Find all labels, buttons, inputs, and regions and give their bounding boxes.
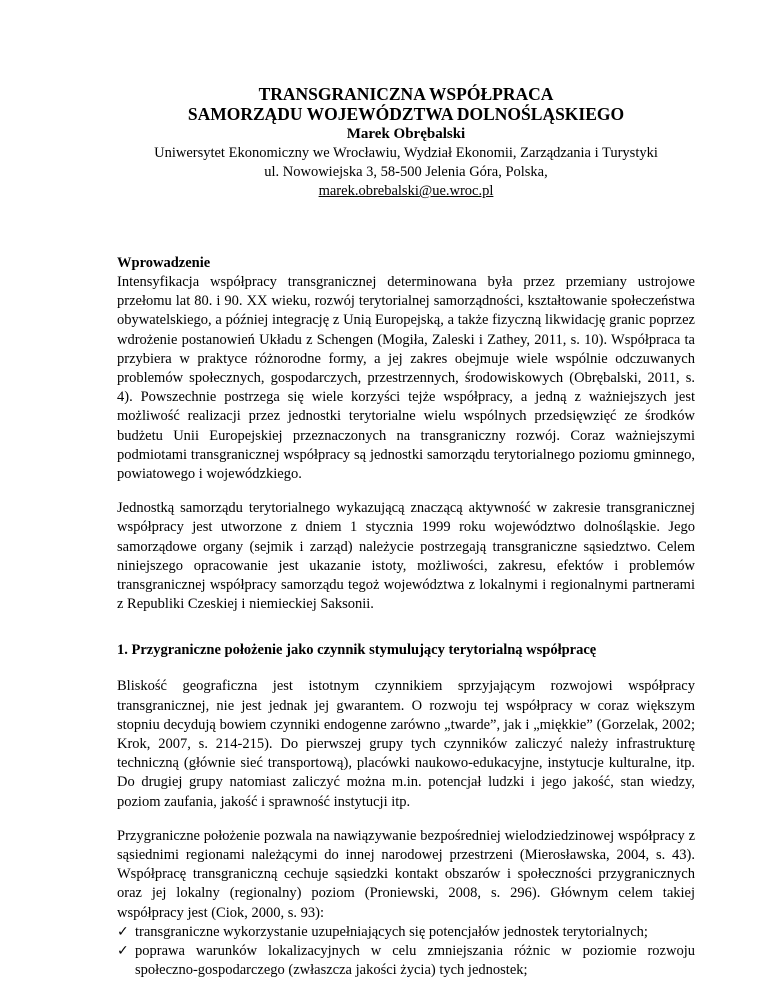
check-mark-icon: ✓: [117, 923, 129, 940]
list-item-text: transgraniczne wykorzystanie uzupełniających się potencjałów jednostek terytorialnych;: [135, 923, 648, 940]
email-line: [117, 182, 695, 201]
document-page: [117, 84, 695, 981]
paper-title-line-2: SAMORZĄDU WOJEWÓDZTWA DOLNOŚLĄSKIEGO: [187, 104, 625, 124]
check-mark-icon: ✓: [117, 943, 129, 960]
goals-list: [117, 923, 695, 981]
list-item-text: poprawa warunków lokalizacyjnych w celu zmniejszania różnic w poziomie rozwoju społeczno-gospodarczego (zwłaszcza jakości życia) tych jednostek;: [135, 943, 695, 979]
affiliation: Uniwersytet Ekonomiczny we Wrocławiu, Wydział Ekonomii, Zarządzania i Turystyki: [154, 145, 658, 161]
email-link[interactable]: marek.obrebalski@ue.wroc.pl: [318, 183, 494, 199]
list-item: [117, 942, 695, 980]
section-1-paragraph-2: Przygraniczne położenie pozwala na nawiązywanie bezpośredniej wielodziedzinowej współpracy z sąsiednimi regionami należącymi do innej narodowej przestrzeni (Mierosławska, 2004, s. 43). Współpracę transgraniczną cechuje sąsiedzki kontakt obszarów i społeczności przygranicznych oraz jej lokalny (regionalny) poziom (Proniewski, 2008, s. 296). Głównym celem takiej współpracy jest (Ciok, 2000, s. 93):: [117, 827, 695, 921]
intro-paragraph-1: Intensyfikacja współpracy transgranicznej determinowana była przez przemiany ustrojowe przełomu lat 80. i 90. XX wieku, rozwój terytorialnej samorządności, kształtowanie społeczeństwa obywatelskiego, a później integrację z Unią Europejską, a także fizyczną likwidację granic poprzez wdrożenie postanowień Układu z Schengen (Mogiła, Zaleski i Zathey, 2011, s. 10). Współpraca ta przybiera w praktyce różnorodne formy, a jej zakres obejmuje wiele wspólnie odczuwanych problemów społecznych, gospodarczych, przestrzennych, środowiskowych (Obrębalski, 2011, s. 4). Powszechnie postrzega się wiele korzyści tejże współpracy, a jedną z ważniejszych jest możliwość realizacji przez jednostki terytorialne wielu wspólnych przedsięwzięć ze środków budżetu Unii Europejskiej przeznaczonych na transgraniczny rozwój. Coraz ważniejszymi podmiotami transgranicznej współpracy są jednostki samorządu terytorialnego poziomu gminnego, powiatowego i wojewódzkiego.: [117, 274, 695, 483]
address: ul. Nowowiejska 3, 58-500 Jelenia Góra, Polska,: [264, 164, 548, 180]
intro-heading: Wprowadzenie: [117, 255, 211, 271]
list-item: [117, 923, 695, 942]
section-1-paragraph-1: Bliskość geograficzna jest istotnym czynnikiem sprzyjającym rozwojowi współpracy transgranicznej, nie jest jednak jej gwarantem. O rozwoju tej współpracy w coraz większym stopniu decydują bowiem czynniki endogenne zarówno „twarde”, jak i „miękkie” (Gorzelak, 2002; Krok, 2007, s. 214-215). Do pierwszej grupy tych czynników zaliczyć należy infrastrukturę techniczną (głównie sieć transportową), placówki naukowo-edukacyjne, instytucje kulturalne, itp. Do drugiej grupy natomiast zaliczyć można m.in. potencjał ludzki i jego jakość, stan wiedzy, poziom zaufania, jakość i sprawność instytucji itp.: [117, 678, 695, 810]
paper-title-line-1: TRANSGRANICZNA WSPÓŁPRACA: [258, 84, 554, 104]
author-name: Marek Obrębalski: [346, 126, 466, 142]
intro-paragraph-2: Jednostką samorządu terytorialnego wykazującą znaczącą aktywność w zakresie transgranicznej współpracy jest utworzone z dniem 1 stycznia 1999 roku województwo dolnośląskie. Jego samorządowe organy (sejmik i zarząd) należycie postrzegają transgraniczne sąsiedztwo. Celem niniejszego opracowanie jest ukazanie istoty, możliwości, zakresu, efektów i problemów transgranicznej współpracy samorządu tegoż województwa z lokalnymi i regionalnymi partnerami z Republiki Czeskiej i niemieckiej Saksonii.: [117, 500, 695, 613]
section-1-heading: 1. Przygraniczne położenie jako czynnik stymulujący terytorialną współpracę: [117, 642, 597, 659]
